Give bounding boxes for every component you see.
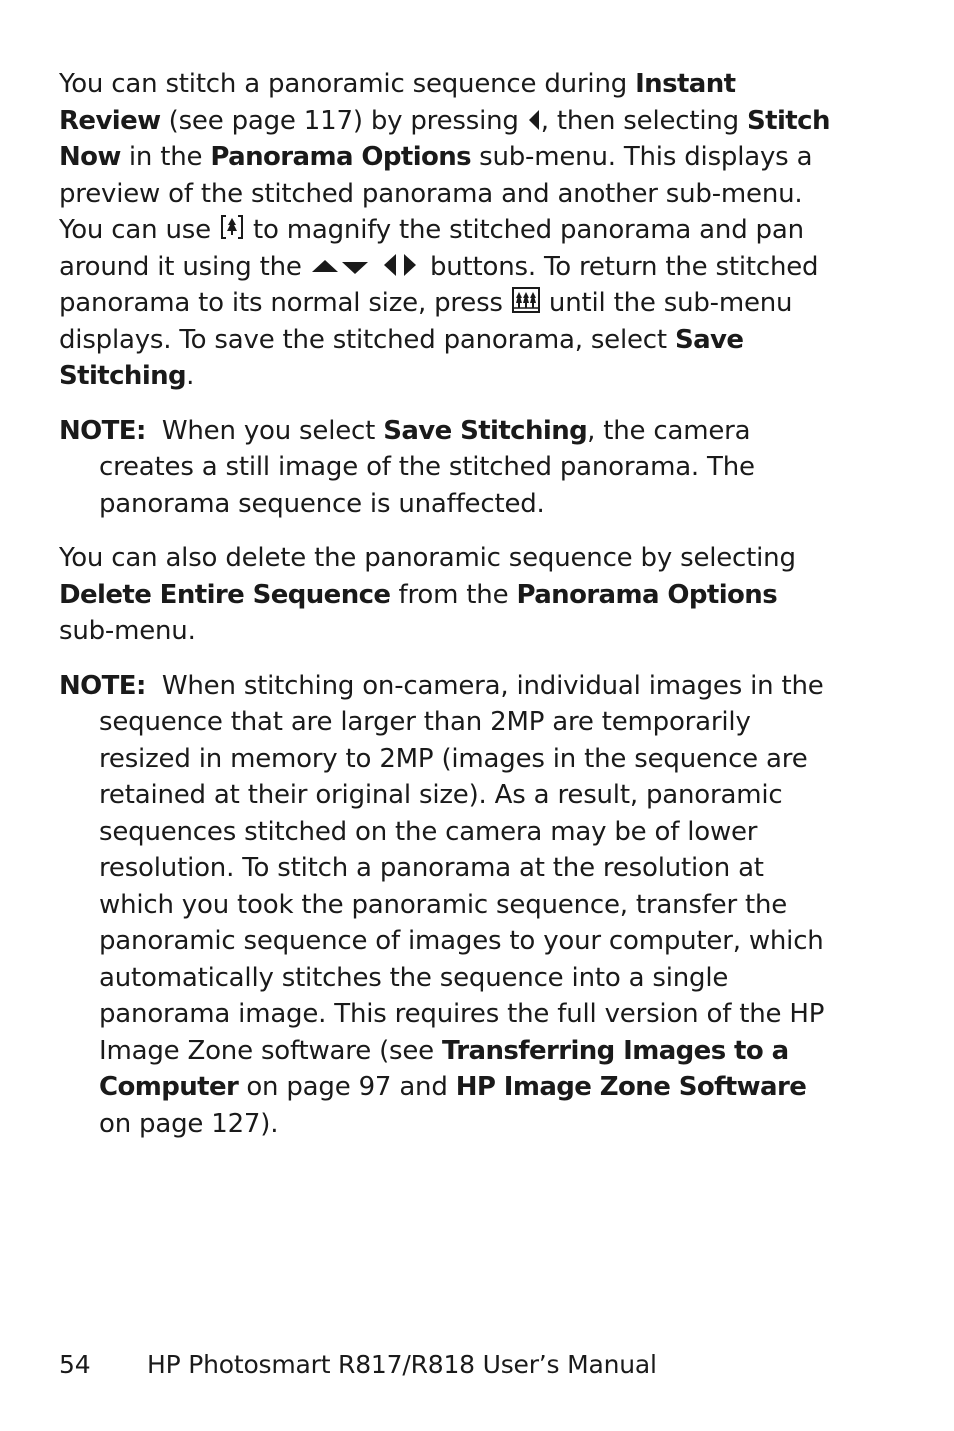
link-hp-image-zone-software: HP Image Zone Software [455,1072,807,1102]
page-body [59,66,839,1160]
manual-title: HP Photosmart R817/R818 User’s Manual [147,1350,657,1379]
term-delete-entire-sequence: Delete Entire Sequence [59,579,391,610]
paragraph-stitch-instructions: You can stitch a panoramic sequence during Instant Review (see page 117) by pressing , then selecting Stitch Now in the Panorama Options sub-menu. This displays a preview of the stitched panorama and another sub-menu. You can use to magnify the stitched panorama and pan around it using the buttons. To return the stitched panorama to its normal size, press until the sub-menu displays. To save the stitched panorama, select Save Stitching. [59,69,830,391]
term-save-stitching: Save Stitching [59,324,744,391]
term-panorama-options: Panorama Options [210,142,472,172]
term-stitch-now: Stitch Now [59,105,830,172]
term-panorama-options: Panorama Options [516,579,778,610]
link-transferring-images: Transferring Images to a Computer [99,1035,789,1102]
term-instant-review: Instant Review [59,69,736,136]
left-right-arrows-icon [378,252,422,278]
note-save-stitching: NOTE: When you select Save Stitching, the camera creates a still image of the stitched panorama. The panorama sequence is unaffected. [59,415,755,519]
page-number: 54 [59,1350,91,1379]
thumbnail-zoom-out-icon [511,286,541,314]
note-on-camera-stitching: NOTE: When stitching on-camera, individual images in the sequence that are larger than 2MP are temporarily resized in memory to 2MP (images in the sequence are retained at their original size). As a result, panoramic sequences stitched on the camera may be of lower resolution. To stitch a panorama at the resolution at which you took the panoramic sequence, transfer the panoramic sequence of images to your computer, which automatically stitches the sequence into a single panorama image. This requires the full version of the HP Image Zone software (see Transferring Images to a Computer on page 97 and HP Image Zone Software on page 127). [59,670,833,1139]
term-save-stitching: Save Stitching [383,415,588,446]
page-footer [59,1347,657,1383]
up-down-arrows-icon [310,256,370,278]
note-label: NOTE: [59,670,146,701]
note-label: NOTE: [59,415,146,446]
left-arrow-icon [527,108,541,132]
paragraph-delete-sequence: You can also delete the panoramic sequence by selecting Delete Entire Sequence from the Panorama Options sub-menu. [59,543,796,646]
magnify-zoom-in-icon [219,213,245,241]
